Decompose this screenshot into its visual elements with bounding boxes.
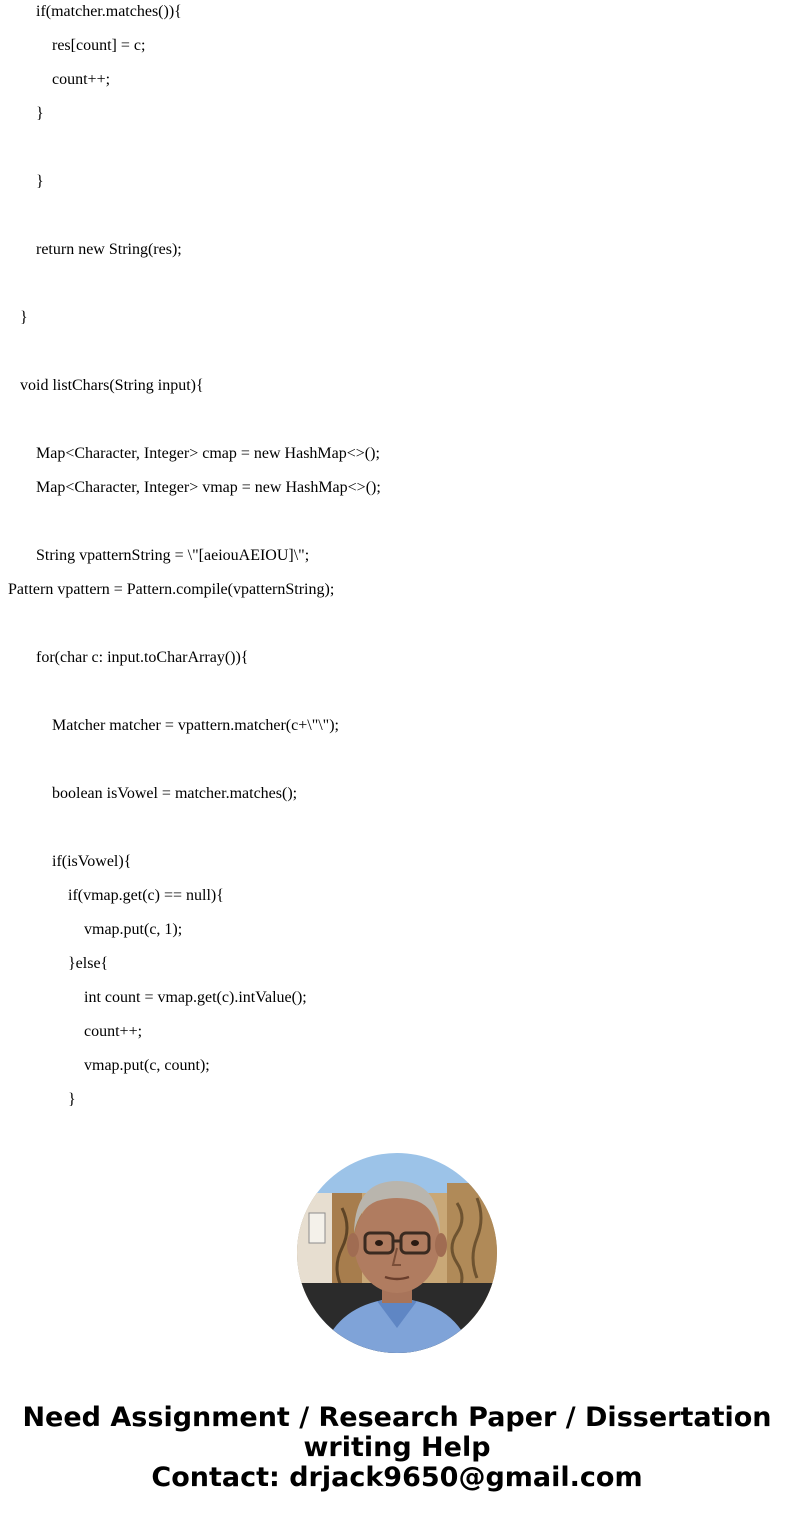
contact-email[interactable]: Contact: drjack9650@gmail.com xyxy=(151,1462,643,1493)
code-line: void listChars(String input){ xyxy=(20,377,204,394)
code-line: for(char c: input.toCharArray()){ xyxy=(36,649,249,666)
code-line: Map<Character, Integer> cmap = new HashMap<>(); xyxy=(36,445,380,462)
code-line: count++; xyxy=(84,1023,143,1040)
code-line: vmap.put(c, count); xyxy=(84,1057,210,1074)
code-line: Pattern vpattern = Pattern.compile(vpatternString); xyxy=(8,581,335,598)
code-line: boolean isVowel = matcher.matches(); xyxy=(52,785,298,802)
code-line: }else{ xyxy=(68,955,109,972)
code-line: if(isVowel){ xyxy=(52,853,132,870)
footer-subline: writing Help xyxy=(303,1432,491,1463)
code-line: } xyxy=(36,105,44,122)
code-line: int count = vmap.get(c).intValue(); xyxy=(84,989,307,1006)
code-line: return new String(res); xyxy=(36,241,182,258)
code-line: count++; xyxy=(52,71,111,88)
code-line: Map<Character, Integer> vmap = new HashMap<>(); xyxy=(36,479,381,496)
code-line: } xyxy=(68,1091,76,1108)
author-avatar xyxy=(297,1153,497,1353)
code-line: res[count] = c; xyxy=(52,37,146,54)
code-line: if(vmap.get(c) == null){ xyxy=(68,887,224,904)
code-line: String vpatternString = \"[aeiouAEIOU]\"; xyxy=(36,547,310,564)
person-photo-icon xyxy=(297,1153,497,1353)
code-line: if(matcher.matches()){ xyxy=(36,3,182,20)
code-line: vmap.put(c, 1); xyxy=(84,921,183,938)
code-line: } xyxy=(36,173,44,190)
contact-footer xyxy=(0,1403,794,1493)
code-line: Matcher matcher = vpattern.matcher(c+\"\"); xyxy=(52,717,339,734)
code-line: } xyxy=(20,309,28,326)
footer-headline: Need Assignment / Research Paper / Dissertation xyxy=(22,1402,772,1433)
